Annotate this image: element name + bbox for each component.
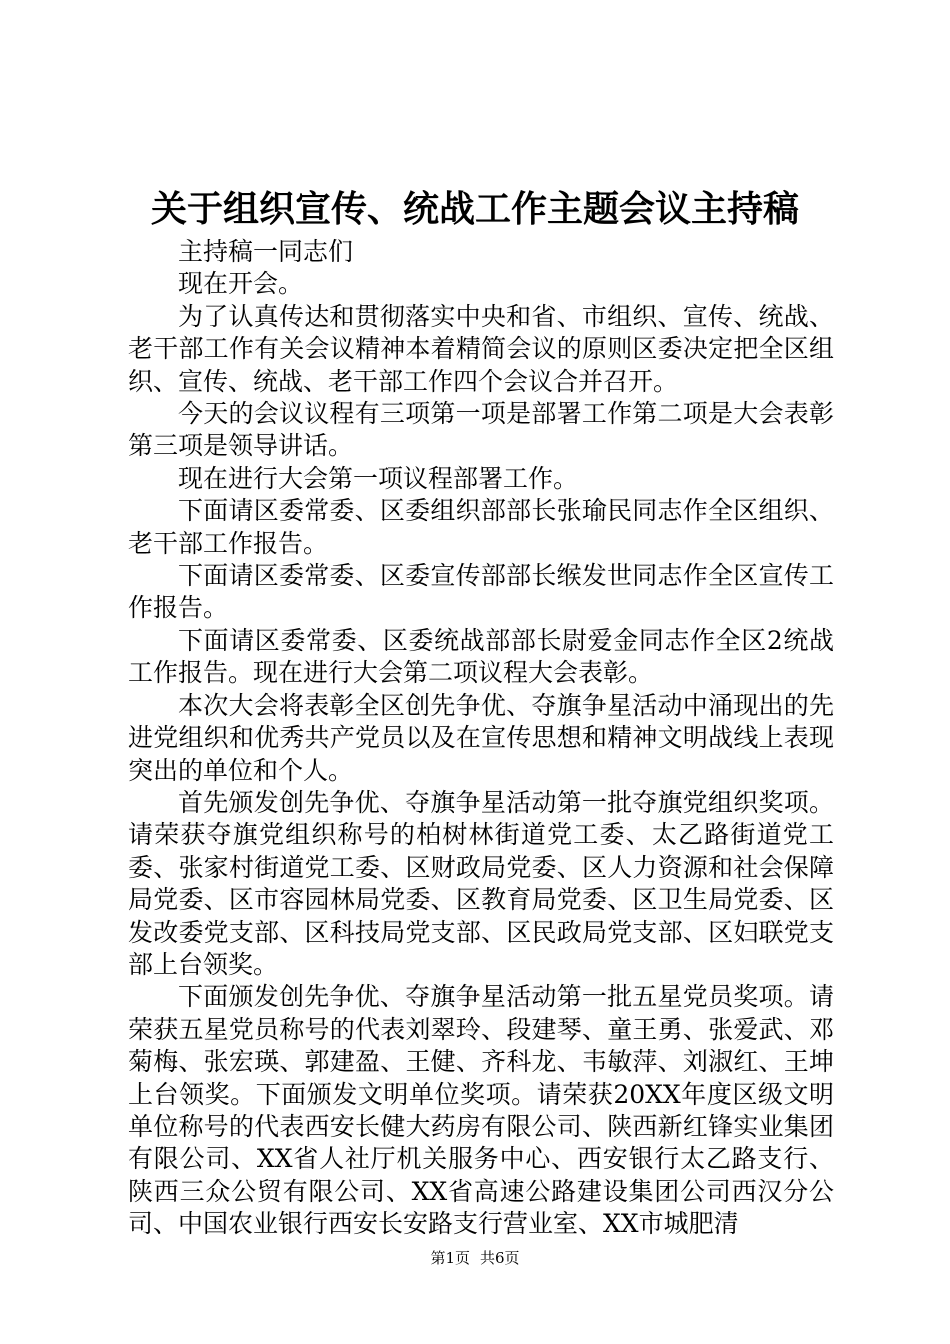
page-number: 第1页: [430, 1249, 470, 1267]
paragraph: 首先颁发创先争优、夺旗争星活动第一批夺旗党组织奖项。请荣获夺旗党组织称号的柏树林街道党工委、太乙路街道党工委、张家村街道党工委、区财政局党委、区人力资源和社会保障局党委、区市容园林局党委、区教育局党委、区卫生局党委、区发改委党支部、区科技局党支部、区民政局党支部、区妇联党支部上台领奖。: [128, 787, 834, 979]
page-footer: [0, 1248, 950, 1268]
paragraph: 下面请区委常委、区委组织部部长张瑜民同志作全区组织、老干部工作报告。: [128, 496, 834, 558]
paragraph: 下面请区委常委、区委宣传部部长缑发世同志作全区宣传工作报告。: [128, 561, 834, 623]
page-total: 共6页: [480, 1249, 520, 1267]
paragraph: 下面请区委常委、区委统战部部长尉爱金同志作全区2统战工作报告。现在进行大会第二项议程大会表彰。: [128, 625, 834, 688]
paragraph: 下面颁发创先争优、夺旗争星活动第一批五星党员奖项。请荣获五星党员称号的代表刘翠玲、段建琴、童王勇、张爱武、邓菊梅、张宏瑛、郭建盈、王健、齐科龙、韦敏萍、刘淑红、王坤上台领奖。下面颁发文明单位奖项。请荣获20XX年度区级文明单位称号的代表西安长健大药房有限公司、陕西新红锋实业集团有限公司、XX省人社厅机关服务中心、西安银行太乙路支行、陕西三众公贸有限公司、XX省高速公路建设集团公司西汉分公司、中国农业银行西安长安路支行营业室、XX市城肥清: [128, 982, 834, 1239]
paragraph: 主持稿一同志们: [178, 237, 354, 266]
paragraph: 今天的会议议程有三项第一项是部署工作第二项是大会表彰第三项是领导讲话。: [128, 399, 834, 461]
paragraph: 为了认真传达和贯彻落实中央和省、市组织、宣传、统战、老干部工作有关会议精神本着精简会议的原则区委决定把全区组织、宣传、统战、老干部工作四个会议合并召开。: [128, 301, 834, 396]
document-title: 关于组织宣传、统战工作主题会议主持稿: [150, 188, 799, 230]
paragraph: 现在进行大会第一项议程部署工作。: [178, 463, 579, 493]
paragraph: 现在开会。: [178, 269, 304, 299]
paragraph: 本次大会将表彰全区创先争优、夺旗争星活动中涌现出的先进党组织和优秀共产党员以及在宣传思想和精神文明战线上表现突出的单位和个人。: [128, 690, 834, 785]
document-body: [128, 236, 834, 1241]
